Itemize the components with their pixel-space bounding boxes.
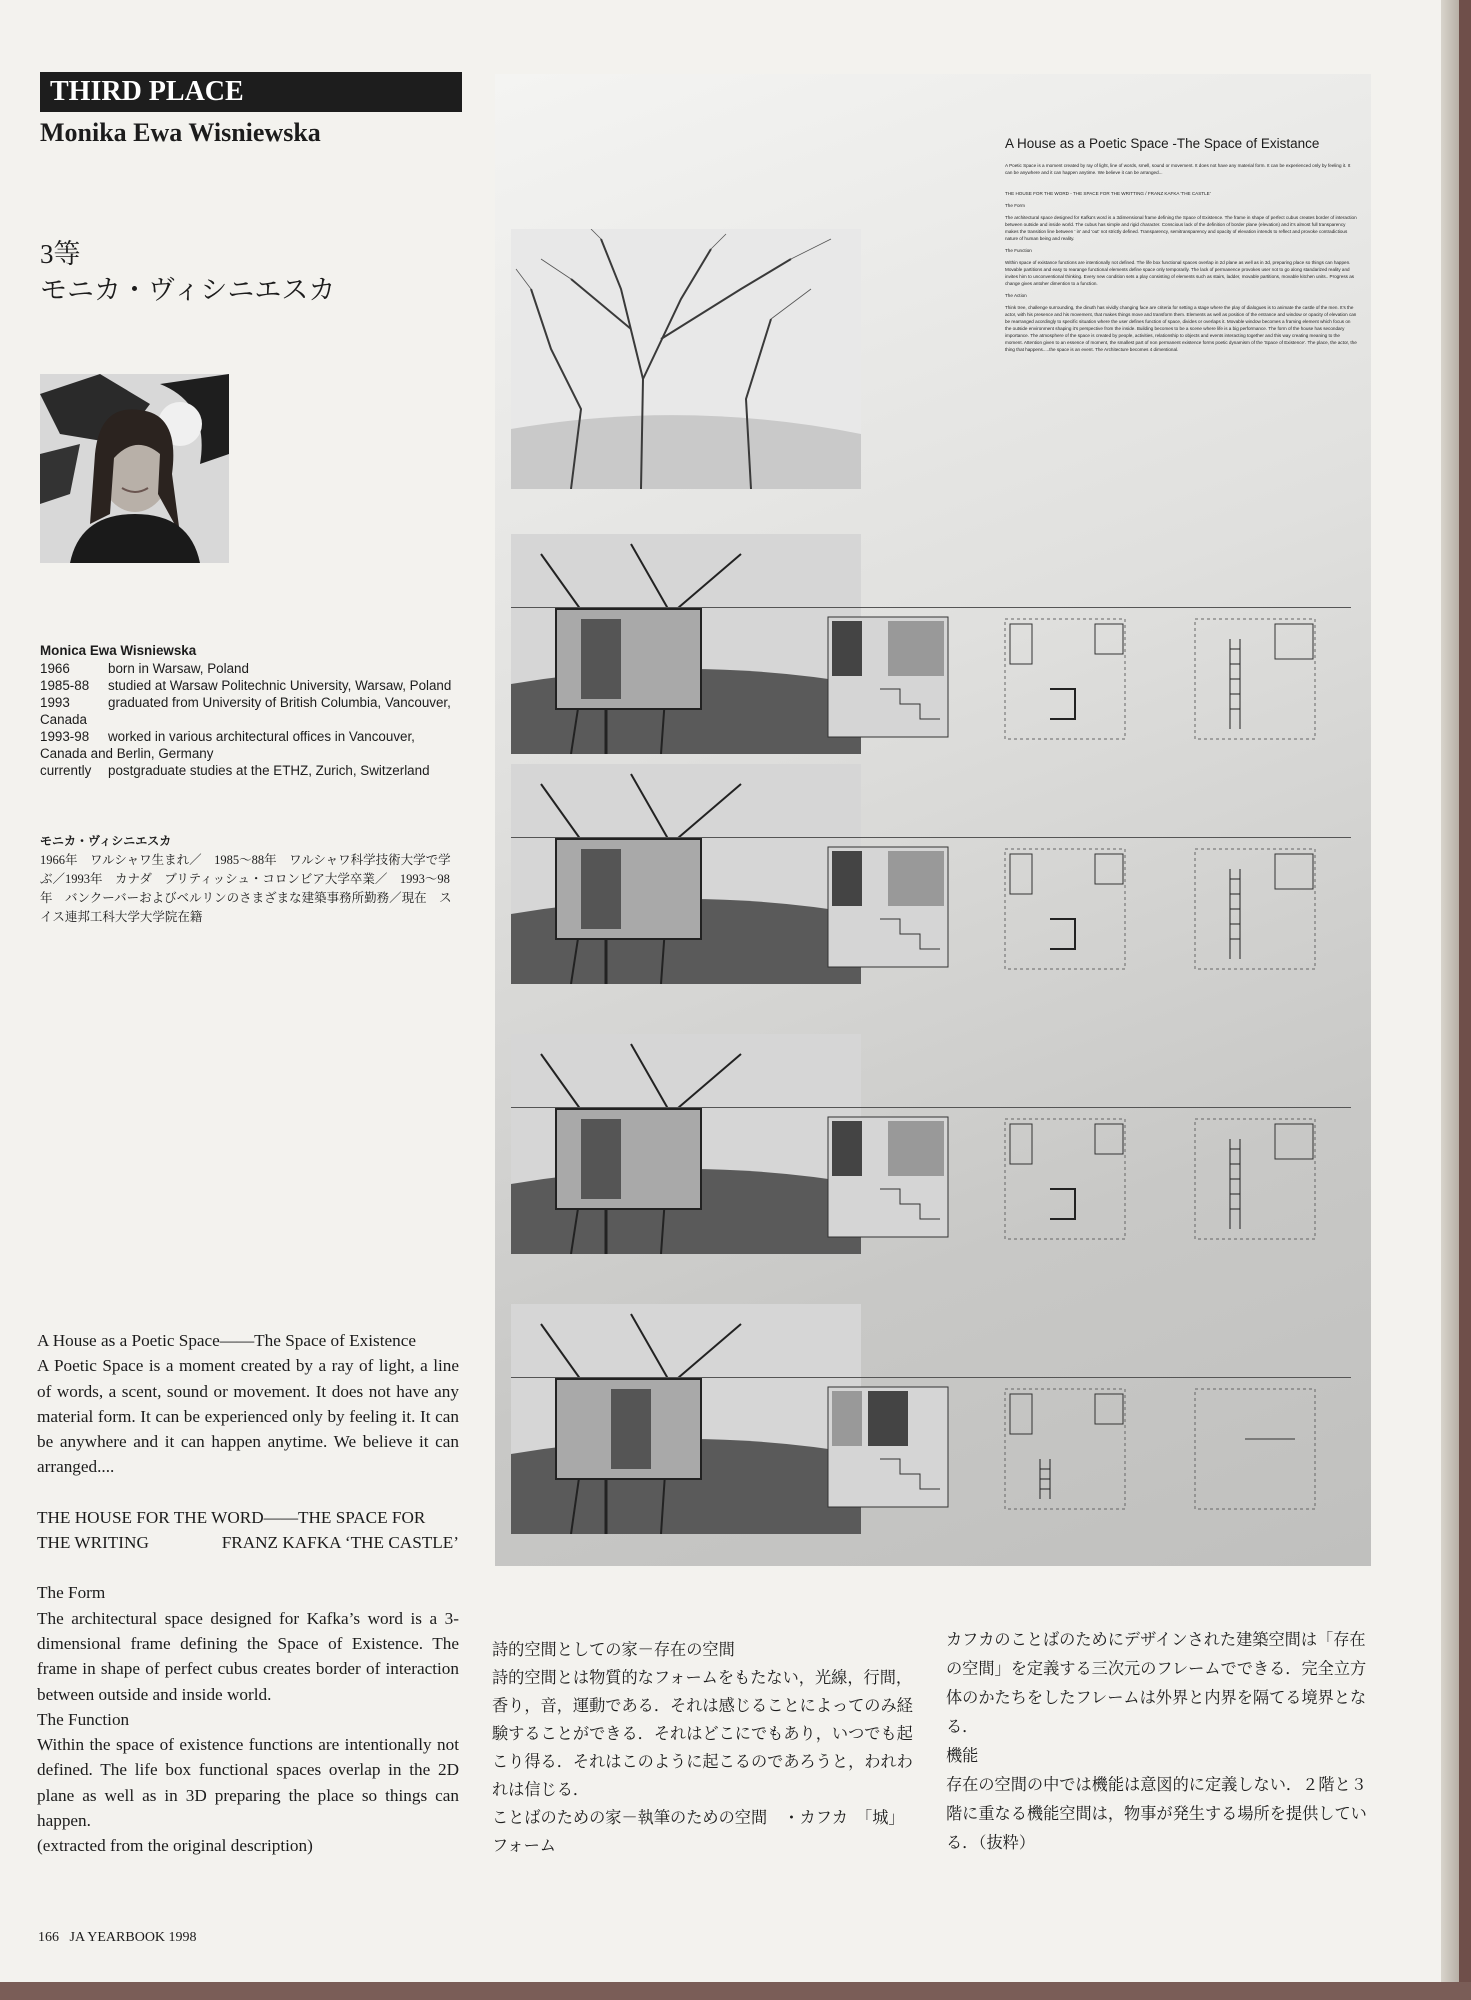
plan-drawing (1185, 609, 1335, 759)
ja-paragraph: ことばのための家－執筆のための空間 ・カフカ 「城」 (492, 1809, 905, 1827)
publication-name: JA YEARBOOK 1998 (69, 1930, 197, 1945)
elevation-line (511, 1377, 1351, 1378)
page-number: 166 (38, 1930, 59, 1945)
plan-drawing (995, 1379, 1145, 1529)
section-drawing (820, 1109, 955, 1244)
en-function-title: The Function (37, 1709, 130, 1729)
author-photo (40, 374, 229, 563)
page-edge-strip (1459, 0, 1471, 2000)
en-intro: A Poetic Space is a moment created by a ray of light, a line of words, a scent, sound or movement. It does not have any material form. It can be experienced only by feeling it. It can be anywhere and it can happen anytime. We believe it can arranged.... (37, 1356, 459, 1477)
bottom-strip (0, 1982, 1471, 2000)
ja-author-name: モニカ・ヴィシニエスカ (40, 275, 336, 305)
plan-drawing (1185, 1379, 1335, 1529)
tree-photo (511, 534, 861, 754)
bio-name: Monica Ewa Wisniewska (40, 643, 197, 658)
section-drawing (820, 839, 955, 974)
plan-drawing (1185, 1109, 1335, 1259)
ja-paragraph: フォーム (492, 1837, 556, 1855)
en-note: (extracted from the original description) (37, 1836, 313, 1856)
en-title: A House as a Poetic Space——The Space of Existence (37, 1331, 416, 1350)
plan-drawing (995, 839, 1145, 989)
ja-paragraph: 存在の空間の中では機能は意図的に定義しない．２階と３階に重なる機能空間は，物事が発生する場所を提供している．（抜粋） (946, 1776, 1367, 1852)
en-subtitle-a: THE HOUSE FOR THE WORD——THE SPACE FOR (37, 1507, 426, 1527)
english-description (37, 1328, 459, 1859)
ja-paragraph: 詩的空間とは物質的なフォームをもたない，光線，行間，香り，音，運動である．それは感じることによってのみ経験することができる．それはどこにでもあり，いつでも起こり得る．それはこのように起こるのであろうと，われわれは信じる． (492, 1669, 913, 1799)
plan-drawing (995, 609, 1145, 759)
bio-ja-title: モニカ・ヴィシニエスカ (40, 834, 172, 848)
portrait-illustration (40, 374, 229, 563)
elevation-line (511, 607, 1351, 608)
tree-photo (511, 229, 861, 489)
en-subtitle-b: THE WRITING FRANZ KAFKA ‘THE CASTLE’ (37, 1533, 459, 1553)
tree-sketch (511, 229, 861, 489)
tree-photo (511, 1034, 861, 1254)
japanese-column-2 (946, 1626, 1370, 1858)
elevation-line (511, 837, 1351, 838)
ja-paragraph: 機能 (946, 1747, 979, 1765)
footer (38, 1930, 197, 1946)
plan-drawing (1185, 839, 1335, 989)
place-badge: THIRD PLACE (40, 72, 462, 112)
author-name: Monika Ewa Wisniewska (40, 118, 321, 147)
panel-title: A House as a Poetic Space -The Space of Existance (1005, 136, 1320, 151)
bio-row: 1993 graduated from University of British Columbia, Vancouver, Canada (40, 695, 451, 727)
en-form-text: The architectural space designed for Kafka’s word is a 3-dimensional frame defining the Space of Existence. The frame in shape of perfect cubus creates border of interaction between outside and inside world. (37, 1608, 459, 1704)
ja-rank: 3等 (40, 239, 81, 269)
section-drawing (820, 609, 955, 744)
plan-drawing (995, 1109, 1145, 1259)
bio-row: 1993-98 worked in various architectural offices in Vancouver, Canada and Berlin, Germany (40, 729, 415, 761)
bio-row: 1985-88 studied at Warsaw Politechnic University, Warsaw, Poland (40, 678, 452, 693)
bio-en (40, 642, 460, 779)
ja-paragraph: 詩的空間としての家－存在の空間 (492, 1641, 735, 1659)
section-drawing (820, 1379, 955, 1514)
bio-ja-text: 1966年 ワルシャワ生まれ／ 1985～88年 ワルシャワ科学技術大学で学ぶ／1993年 カナダ ブリティッシュ・コロンビア大学卒業／ 1993～98年 バンクーバーおよびベルリンのさまざまな建築事務所勤務／現在 スイス連邦工科大学大学院在籍 (40, 853, 452, 924)
panel-text: A Poetic Space is a moment created by ray of light, line of words, smell, sound or movement. It does not have any material form. It can be experienced only by feeling it. It can be anywhere and it can happen anytime. We believe it can be arranged... THE HOUSE FOR THE WORD - THE SPACE FOR THE WRITTING / FRANZ KAFKA 'THE CASTLE' The Form The architectural space designed for Kafka's word is a 3dimensional frame defining the Space of Existence. The frame in shape of perfect cubus creates border of interaction between outside and inside world. The cubus has simple and rigid character. Conscious lack of the definition of border plane (elevation) and it's almost full transparency makes the transition line between ' in' and 'out' not strictly defined. Transparency, semitransparency and opacity of elevation intends to reflect and provoke contradictious nature of human being and reality. The Function Within space of existance functions are intentionally not defined. The life box functional spaces overlap in 2d plane as well as in 3d, preparing place so things can happen. Movable partitions and easy to rearange functional elements define space only temporarily. The lack of permanence provokes user not to go along standarized reality and invites him to unconventional thinking. Every new condition sets a play consisting of elements such as stairs, ladder, movable partitions, movable kitchen units.. Progress as change gives antoher dimention to a function. The Action Think tree, challenge surrounding, the dinuth has vividly changing face are criteria for setting a stage where the play of dialogues is to animate the castle of the men. It's the actor, with his presence and his movement, that makes things move and transform them. Elements as well as position of the entrance and window or opacity of elevation can be rearranged acordingly to specific situation where the user defines function of space, divides or overlaps it. Movable window becomes a framing element which focus on the outside environment shaping it's perspective from the inside. Building becomes to be a scene where life is a big performance. The form of the house has secondary importance. The atmosphere of the space is created by people, activities, relationship to objects and events interacting together and this way creating meaning to the moment. Attention given to an essence of moment, the smallest part of non permanent existence forms poetic dynamism of the 'Space of Existence'. The place, the actor, the thing that happens.....the space is an event. The Architecture becomes 4 dimentional. (1005, 163, 1357, 352)
japanese-column-1 (492, 1636, 916, 1860)
bio-ja (40, 832, 460, 927)
elevation-line (511, 1107, 1351, 1108)
ja-paragraph: カフカのことばのためにデザインされた建築空間は「存在の空間」を定義する三次元のフレームでできる．完全立方体のかたちをしたフレームは外界と内界を隔てる境界となる． (946, 1631, 1367, 1736)
en-form-title: The Form (37, 1583, 106, 1603)
en-function-text: Within the space of existence functions are intentionally not defined. The life box functional spaces overlap in the 2D plane as well as in 3D preparing the place so things can happen. (37, 1735, 459, 1831)
bio-row: 1966 born in Warsaw, Poland (40, 661, 249, 676)
bio-row: currently postgraduate studies at the ETHZ, Zurich, Switzerland (40, 763, 430, 778)
presentation-panel (495, 74, 1371, 1566)
tree-photo (511, 1304, 861, 1534)
tree-photo (511, 764, 861, 984)
